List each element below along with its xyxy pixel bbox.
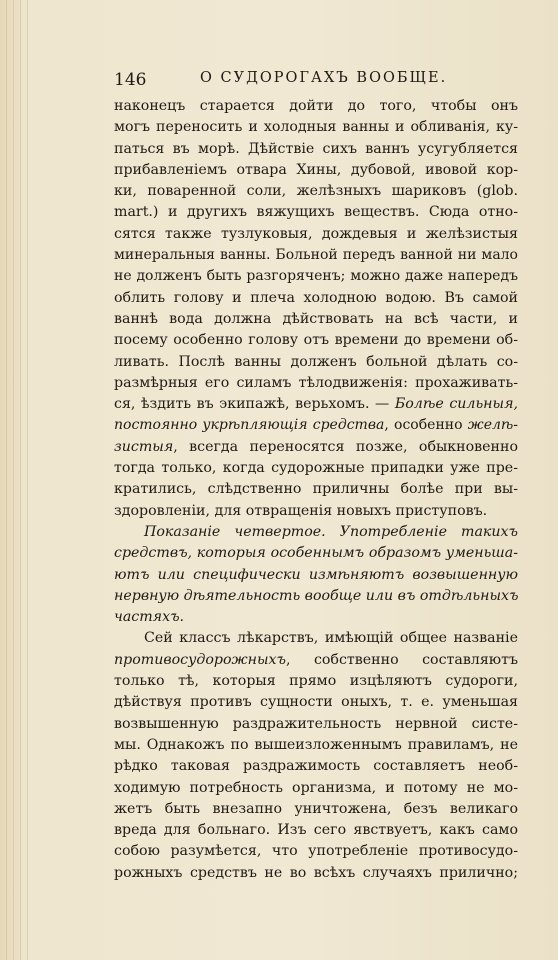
- text-line: сятся также тузлуковыя, дождевыя и желѣзистыя: [114, 225, 518, 242]
- text-line: тогда только, когда судорожные припадки уже пре-: [114, 460, 518, 477]
- text-line: здоровленіи, для отвращенія новыхъ приступовъ.: [114, 502, 488, 519]
- text-line: зистыя, всегда переносятся позже, обыкновенно: [114, 438, 518, 455]
- text-line: жетъ быть внезапно уничтожена, безъ великаго: [114, 800, 518, 817]
- text-line: мы. Однакожъ по вышеизложеннымъ правиламъ, не: [114, 736, 518, 753]
- text-line: собою разумѣется, что употребленіе противосудо-: [114, 843, 518, 860]
- text-line: наконецъ старается дойти до того, чтобы онъ: [114, 98, 518, 114]
- section-heading-line: нервную дѣятельность вообще или въ отдѣльныхъ: [114, 587, 519, 604]
- text-line: рѣдко таковая раздражимость составляетъ необ-: [114, 758, 518, 775]
- text-line: минеральныя ванны. Больной передъ ванной ни мало: [114, 247, 518, 264]
- body-text: [114, 96, 518, 884]
- text-line: дѣйствуя противъ сущности оныхъ, т. е. уменьшая: [114, 694, 518, 711]
- text-line: не долженъ быть разгоряченъ; можно даже напередъ: [114, 268, 518, 285]
- page-number: 146: [114, 70, 147, 90]
- italic-phrase: противосудорожныхъ: [114, 651, 286, 668]
- page-header: [112, 70, 518, 94]
- text-line: вреда для больнаго. Изъ сего явствуетъ, какъ само: [114, 822, 518, 839]
- text-line: постоянно укрѣпляющія средства, особенно желѣ-: [114, 417, 518, 434]
- running-head: О СУДОРОГАХЪ ВООБЩЕ.: [200, 70, 448, 86]
- text-line: рожныхъ средствъ не во всѣхъ случаяхъ прилично;: [114, 864, 518, 881]
- text-line: прибавленіемъ отвара Хины, дубовой, ивовой кор-: [114, 161, 518, 178]
- stacked-page-edges: [0, 0, 40, 960]
- section-heading-line: частяхъ.: [114, 609, 185, 626]
- section-heading-line: Показаніе четвертое. Употребленіе такихъ: [144, 523, 518, 540]
- text-line: только тѣ, которыя прямо изцѣляютъ судороги,: [114, 673, 518, 690]
- text-line: Сей классъ лѣкарствъ, имѣющій общее названіе: [144, 630, 518, 647]
- text-line: посему особенно голову отъ времени до времени об-: [114, 332, 518, 349]
- text-line: паться въ морѣ. Дѣйствіе сихъ ваннъ усугубляется: [114, 140, 518, 157]
- italic-phrase: Болѣе сильныя,: [394, 396, 518, 413]
- italic-phrase: зистыя: [114, 438, 174, 455]
- section-heading-line: средствъ, которыя особеннымъ образомъ уменьша-: [114, 545, 518, 562]
- text-line: ливать. Послѣ ванны долженъ больной дѣлать со-: [114, 353, 518, 370]
- italic-phrase: желѣ-: [467, 417, 518, 434]
- text-line: ки, поваренной соли, желѣзныхъ шариковъ (glob.: [114, 183, 518, 200]
- section-heading-line: ютъ или специфически измѣняютъ возвышенную: [114, 566, 518, 583]
- italic-phrase: постоянно укрѣпляющія средства: [114, 417, 385, 434]
- text-line: противосудорожныхъ, собственно составляютъ: [114, 651, 518, 668]
- text-line: ся, ѣздить въ экипажѣ, верьхомъ. — Болѣе сильныя,: [114, 396, 518, 413]
- text-line: mart.) и другихъ вяжущихъ веществъ. Сюда отно-: [114, 204, 518, 221]
- text-line: возвышенную раздражительность нервной систе-: [114, 715, 518, 732]
- text-line: могъ переносить и холодныя ванны и обливанія, ку-: [114, 119, 518, 136]
- text-line: ходимую потребность организма, и потому не мо-: [114, 779, 518, 796]
- text-line: ваннѣ вода должна дѣйствовать на всѣ части, и: [114, 310, 518, 327]
- text-line: облить голову и плеча холодною водою. Въ самой: [114, 289, 518, 306]
- text-line: кратились, слѣдственно приличны болѣе при вы-: [114, 481, 518, 498]
- text-line: размѣрныя его силамъ тѣлодвиженія: прохаживать-: [114, 374, 518, 391]
